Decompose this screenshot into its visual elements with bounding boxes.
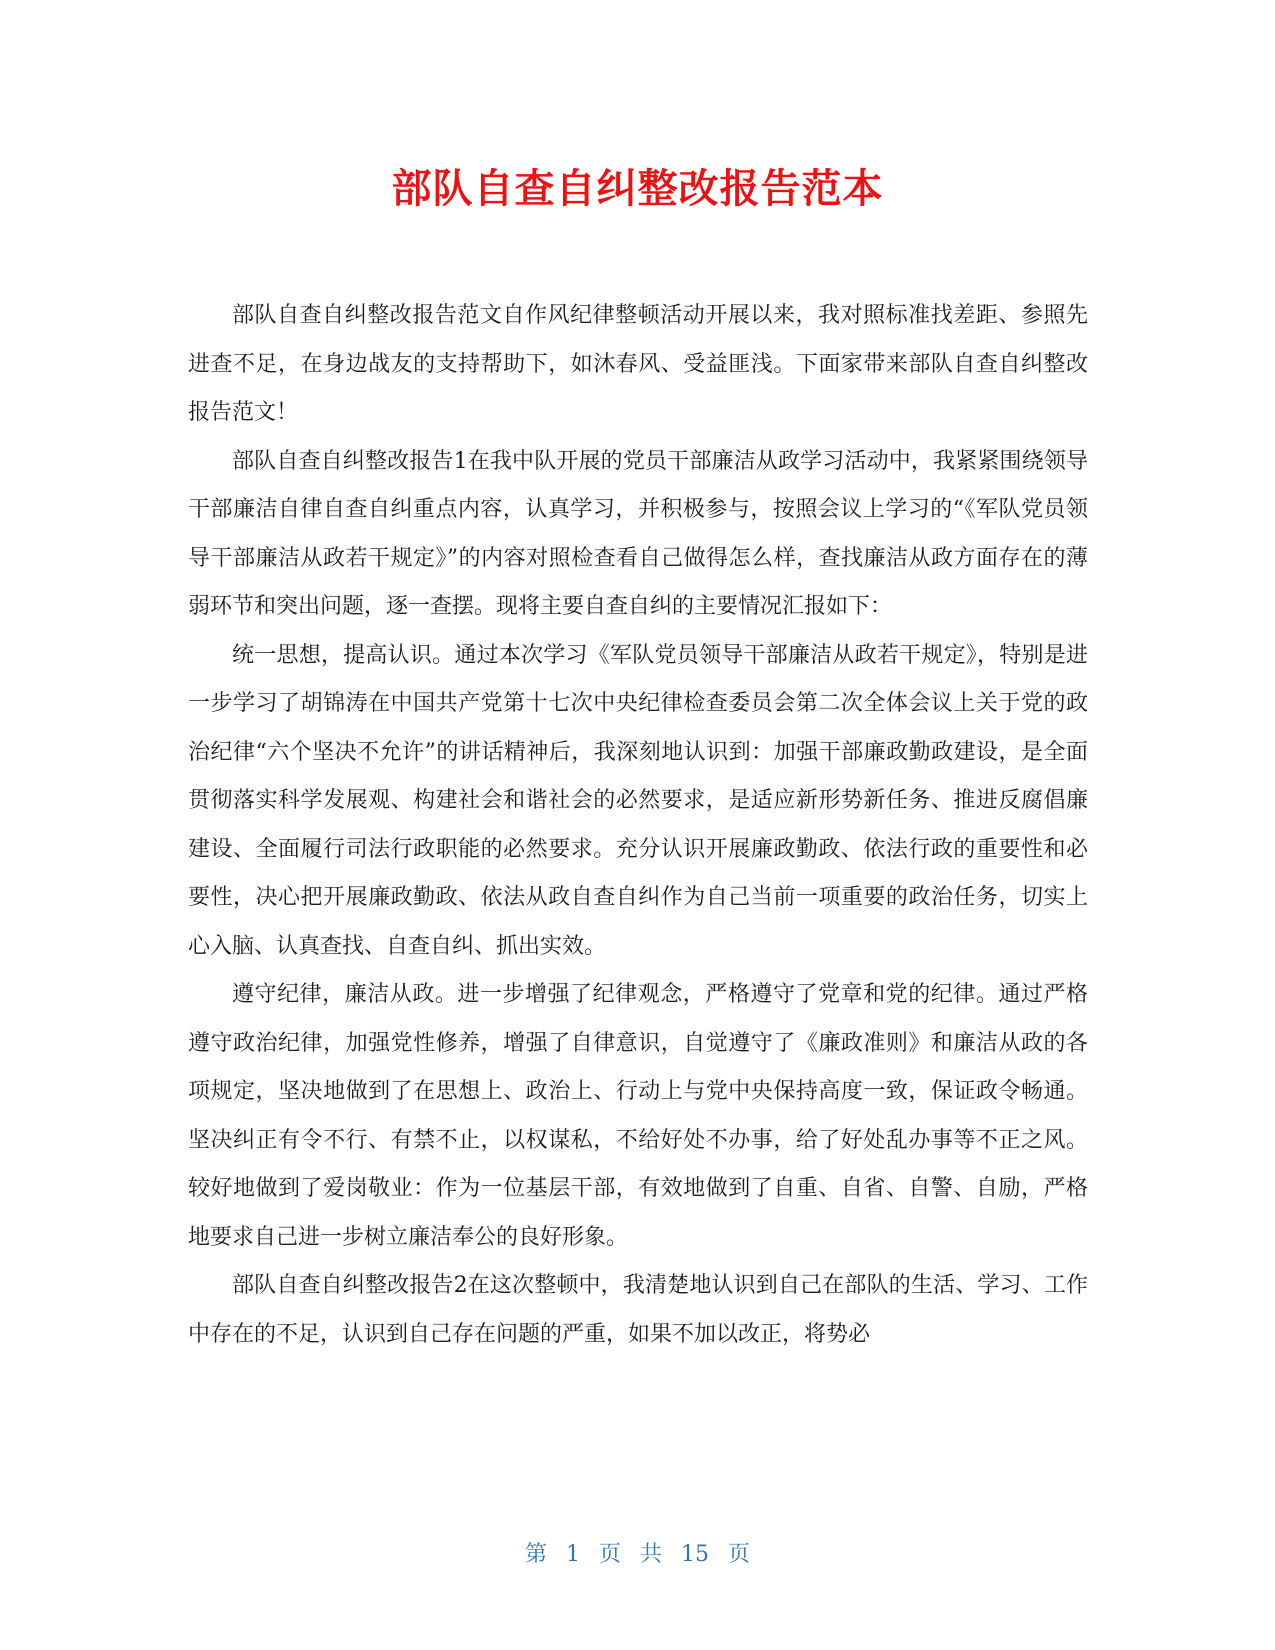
- paragraph: 遵守纪律，廉洁从政。进一步增强了纪律观念，严格遵守了党章和党的纪律。通过严格遵守政治纪律，加强党性修养，增强了自律意识，自觉遵守了《廉政准则》和廉洁从政的各项规定，坚决地做到了在思想上、政治上、行动上与党中央保持高度一致，保证政令畅通。坚决纠正有令不行、有禁不止，以权谋私，不给好处不办事，给了好处乱办事等不正之风。较好地做到了爱岗敬业：作为一位基层干部，有效地做到了自重、自省、自警、自励，严格地要求自己进一步树立廉洁奉公的良好形象。: [188, 982, 1088, 1250]
- paragraph: 部队自查自纠整改报告2在这次整顿中，我清楚地认识到自己在部队的生活、学习、工作中存在的不足，认识到自己存在问题的严重，如果不加以改正，将势必: [188, 1273, 1088, 1347]
- page-label-prefix: 第: [524, 1542, 547, 1567]
- page-label-mid: 页: [598, 1542, 621, 1567]
- paragraph: 统一思想，提高认识。通过本次学习《军队党员领导干部廉洁从政若干规定》，特别是进一步学习了胡锦涛在中国共产党第十七次中央纪律检查委员会第二次全体会议上关于党的政治纪律“六个坚决不允许”的讲话精神后，我深刻地认识到：加强干部廉政勤政建设，是全面贯彻落实科学发展观、构建社会和谐社会的必然要求，是适应新形势新任务、推进反腐倡廉建设、全面履行司法行政职能的必然要求。充分认识开展廉政勤政、依法行政的重要性和必要性，决心把开展廉政勤政、依法从政自查自纠作为自己当前一项重要的政治任务，切实上心入脑、认真查找、自查自纠、抓出实效。: [188, 642, 1088, 959]
- paragraph: 部队自查自纠整改报告1在我中队开展的党员干部廉洁从政学习活动中，我紧紧围绕领导干部廉洁自律自查自纠重点内容，认真学习，并积极参与，按照会议上学习的“《军队党员领导干部廉洁从政若干规定》”的内容对照检查看自己做得怎么样，查找廉洁从政方面存在的薄弱环节和突出问题，逐一查摆。现将主要自查自纠的主要情况汇报如下：: [188, 448, 1088, 619]
- document-body: [188, 292, 1088, 1359]
- paragraph: 部队自查自纠整改报告范文自作风纪律整顿活动开展以来，我对照标准找差距、参照先进查不足，在身边战友的支持帮助下，如沐春风、受益匪浅。下面家带来部队自查自纠整改报告范文！: [188, 303, 1088, 425]
- total-label: 共: [640, 1542, 663, 1567]
- current-page-number: 1: [565, 1542, 580, 1567]
- document-title: 部队自查自纠整改报告范本: [391, 166, 884, 212]
- page-label-suffix: 页: [728, 1542, 751, 1567]
- total-pages-number: 15: [681, 1542, 710, 1567]
- page-footer: [0, 1540, 1275, 1570]
